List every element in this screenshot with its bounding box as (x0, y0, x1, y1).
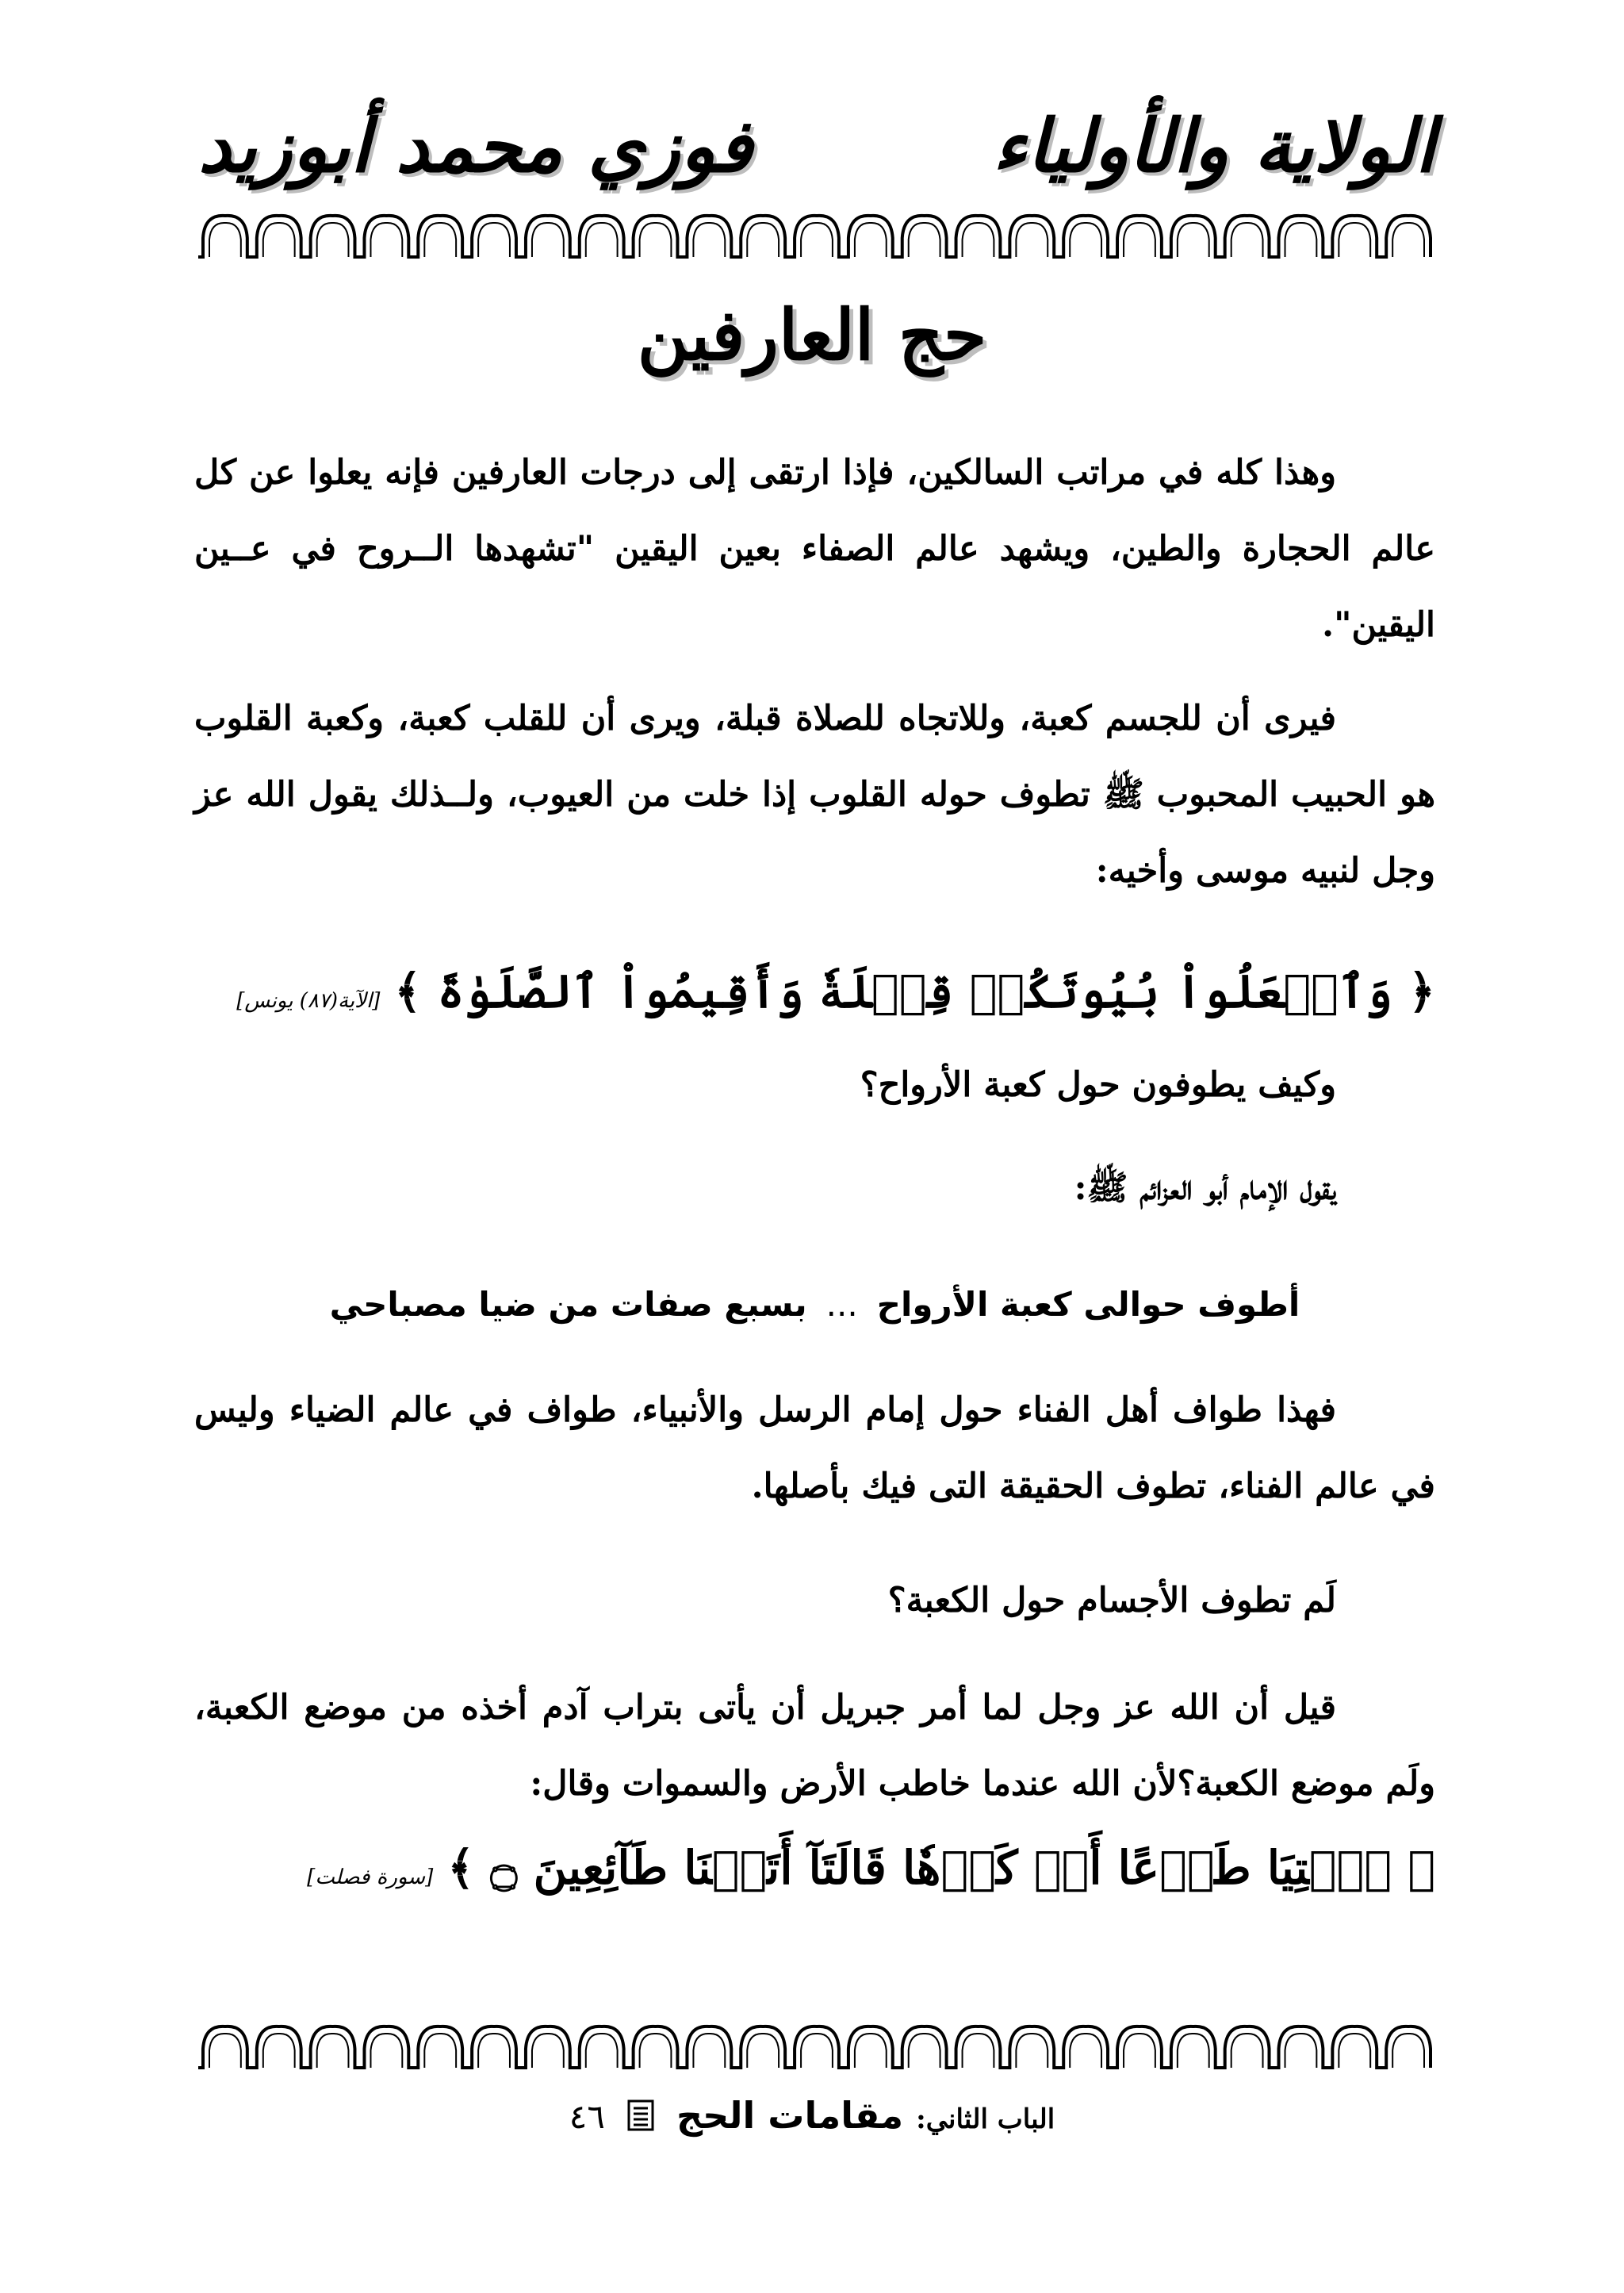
arch-ornament-line (198, 216, 1431, 257)
author-name: فوزي محمد أبوزيد (198, 103, 753, 189)
quran-verse-2 (194, 1832, 1435, 1913)
book-title: الولاية والأولياء (992, 103, 1435, 189)
poem-verse (194, 1285, 1435, 1324)
paragraph-3: فهذا طواف أهل الفناء حول إمام الرسل والأنبياء، طواف في عالم الضياء وليس في عالم الفناء، تطوف الحقيقة التى فيك بأصلها. (194, 1390, 1435, 1506)
quote-intro-block (194, 1150, 1435, 1226)
bottom-ornament-border (198, 2019, 1435, 2074)
top-ornament-border (198, 208, 1435, 263)
quote-intro: يقول الإمام أبو العزائم ﷺ: (1074, 1168, 1336, 1208)
quran-verse-1 (194, 956, 1435, 1037)
paragraph-4-block (194, 1670, 1435, 1839)
verse-1-reference: [الآية(٨٧) يونس] (236, 989, 381, 1013)
page-header (198, 103, 1435, 206)
page-footer (0, 2094, 1624, 2140)
paragraph-4: قيل أن الله عز وجل لما أمر جبريل أن يأتى بتراب آدم أخذه من موضع الكعبة، ولَم موضع الكعبة؟لأن الله عندما خاطب الأرض والسموات وقال: (194, 1688, 1435, 1804)
question-2: لَم تطوف الأجسام حول الكعبة؟ (887, 1581, 1336, 1620)
arch-ornament-inner-line (209, 223, 1424, 257)
chapter-label: الباب الثاني: (916, 2103, 1055, 2135)
paragraph-1: وهذا كله في مراتب السالكين، فإذا ارتقى إلى درجات العارفين فإنه يعلوا عن كل عالم الحجارة والطين، ويشهد عالم الصفاء بعين اليقين "تشهدها الــروح في عــين اليقين". (194, 453, 1435, 645)
verse-2-text: ﴿ ٱئۡتِيَا طَوۡعًا أَوۡ كَرۡهٗا قَالَتَآ أَتَيۡنَا طَآئِعِينَ ۝ ﴾ (447, 1841, 1435, 1895)
verse-2-reference: [سورة فصلت] (307, 1865, 434, 1889)
chapter-title: مقامات الحج (676, 2094, 904, 2137)
poem-separator: ... (825, 1285, 858, 1324)
page-number: ٤٦ (569, 2097, 605, 2136)
poem-first-hemistich: أطوف حوالى كعبة الأرواح (876, 1285, 1300, 1324)
body-text (194, 435, 1435, 926)
poem-second-hemistich: بسبع صفات من ضيا مصباحي (329, 1285, 807, 1324)
question-2-block (194, 1563, 1435, 1639)
question-1: وكيف يطوفون حول كعبة الأرواح؟ (860, 1065, 1336, 1105)
arch-ornament-inner-line (209, 2034, 1424, 2068)
verse-1-text: ﴿ وَٱجۡعَلُواْ بُيُوتَكُمۡ قِبۡلَةٗ وَأَقِيمُواْ ٱلصَّلَوٰةَ ﴾ (394, 964, 1435, 1018)
page-number-box-icon (627, 2097, 654, 2140)
question-1-block (194, 1047, 1435, 1123)
section-title: حج العارفين (637, 293, 987, 376)
paragraph-2: فيرى أن للجسم كعبة، وللاتجاه للصلاة قبلة، ويرى أن للقلب كعبة، وكعبة القلوب هو الحبيب المحبوب ﷺ تطوف حوله القلوب إذا خلت من العيوب، ولــذلك يقول الله عز وجل لنبيه موسى وأخيه: (194, 699, 1435, 891)
arch-ornament-line (198, 2027, 1431, 2068)
paragraph-3-block (194, 1372, 1435, 1542)
